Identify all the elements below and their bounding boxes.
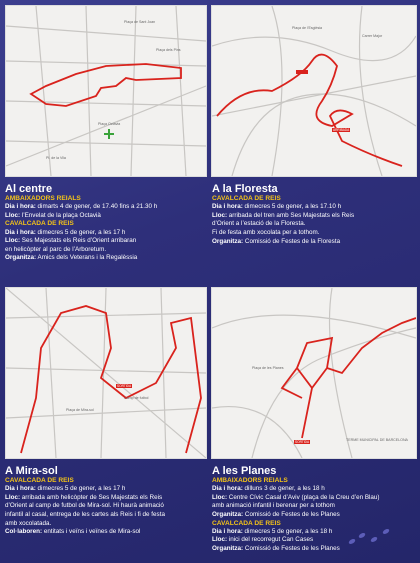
map-label: Plaça dels Pins: [156, 48, 181, 52]
info-line: Lloc: inici del recorregut Can Cases: [212, 536, 314, 544]
map-mira-sol-svg: [6, 288, 206, 458]
info-mira-sol: [5, 465, 205, 537]
info-line: Lloc: Centre Cívic Casal d’Aviv (plaça de la Creu d’en Blau): [212, 493, 380, 501]
section-title: A les Planes: [212, 465, 277, 477]
map-les-planes: [211, 287, 417, 459]
info-line: Lloc: Ses Majestats els Reis d’Orient arribaran: [5, 237, 137, 245]
info-line: Lloc: arribada amb helicòpter de Ses Majestats els Reis: [5, 493, 163, 501]
info-line: Dia i hora: dilluns 3 de gener, a les 18 h: [212, 485, 325, 493]
route-al-centre: [31, 64, 181, 106]
info-line: Organitza: Amics dels Veterans i la Regalèssia: [5, 254, 138, 262]
info-line: d’Orient a l’estació de la Floresta.: [212, 220, 306, 228]
info-line: Lloc: l’Envelat de la plaça Octavià: [5, 211, 101, 219]
start-tag: SORTIDA: [117, 384, 132, 388]
map-label: Carrer Major: [362, 34, 383, 38]
section-title: Al centre: [5, 183, 53, 195]
arrival-tag: ARRIBADA: [333, 128, 350, 132]
start-tag: SORTIDA: [295, 440, 310, 444]
event-heading: CAVALCADA DE REIS: [212, 519, 281, 527]
info-line: d’Orient al camp de futbol de Mira-sol. Hi haurà animació: [5, 502, 164, 510]
info-line: Dia i hora: dimarts 4 de gener, de 17.40 fins a 21.30 h: [5, 203, 158, 211]
map-label: Plaça Octàvia: [98, 122, 121, 126]
route-les-planes: [282, 318, 416, 438]
info-line: Dia i hora: dimecres 5 de gener, a les 17 h: [5, 228, 126, 236]
info-line: Organitza: Comissió de Festes de la Floresta: [212, 237, 341, 245]
map-label: Plaça de l'Església: [292, 26, 323, 30]
info-la-floresta: [212, 183, 416, 246]
map-les-planes-svg: [212, 288, 416, 458]
map-al-centre-svg: [6, 6, 206, 176]
map-al-centre: [5, 5, 207, 177]
map-mira-sol: [5, 287, 207, 459]
info-line: Dia i hora: dimecres 5 de gener, a les 17.10 h: [212, 203, 342, 211]
map-la-floresta-svg: [212, 6, 416, 176]
info-line: Organitza: Comissió de Festes de les Planes: [212, 544, 340, 552]
event-heading: AMBAIXADORS REIALS: [5, 195, 81, 202]
info-line: Dia i hora: dimecres 5 de gener, a les 18 h: [212, 527, 333, 535]
map-label: Plaça de Mira-sol: [66, 408, 94, 412]
event-heading: CAVALCADA DE REIS: [5, 220, 74, 228]
info-line: en helicòpter al parc de l’Arboretum.: [5, 245, 107, 253]
map-label: Camp de futbol: [124, 396, 149, 400]
info-line: Organitza: Comissió de Festes de les Planes: [212, 510, 340, 518]
info-line: Col·laboren: entitats i veïns i veïnes de Mira-sol: [5, 528, 141, 536]
info-al-centre: [5, 183, 205, 263]
helicopter-landing-icon: [104, 129, 114, 139]
event-heading: AMBAIXADORS REIALS: [212, 477, 288, 484]
info-line: Fi de festa amb xocolata per a tothom.: [212, 228, 320, 236]
info-line: amb animació infantil i berenar per a tothom: [212, 502, 335, 510]
start-tag: [296, 70, 308, 74]
section-title: A la Floresta: [212, 183, 278, 195]
section-title: A Mira-sol: [5, 465, 58, 477]
footprints-decoration: [350, 520, 410, 550]
event-heading: CAVALCADA DE REIS: [5, 477, 74, 484]
map-label: Plaça de Sant Joan: [124, 20, 156, 24]
info-line: infantil al casal, entrega de les cartes als Reis i fi de festa: [5, 510, 165, 518]
info-line: Lloc: arribada del tren amb Ses Majestats els Reis: [212, 211, 355, 219]
map-label: Pl. de la Vila: [46, 156, 66, 160]
info-line: amb xocolatada.: [5, 519, 52, 527]
map-label: Plaça de les Planes: [252, 366, 284, 370]
info-line: Dia i hora: dimecres 5 de gener, a les 17 h: [5, 485, 126, 493]
map-la-floresta: [211, 5, 417, 177]
event-heading: CAVALCADA DE REIS: [212, 195, 281, 202]
map-label: TERME MUNICIPAL DE BARCELONA: [346, 438, 408, 442]
